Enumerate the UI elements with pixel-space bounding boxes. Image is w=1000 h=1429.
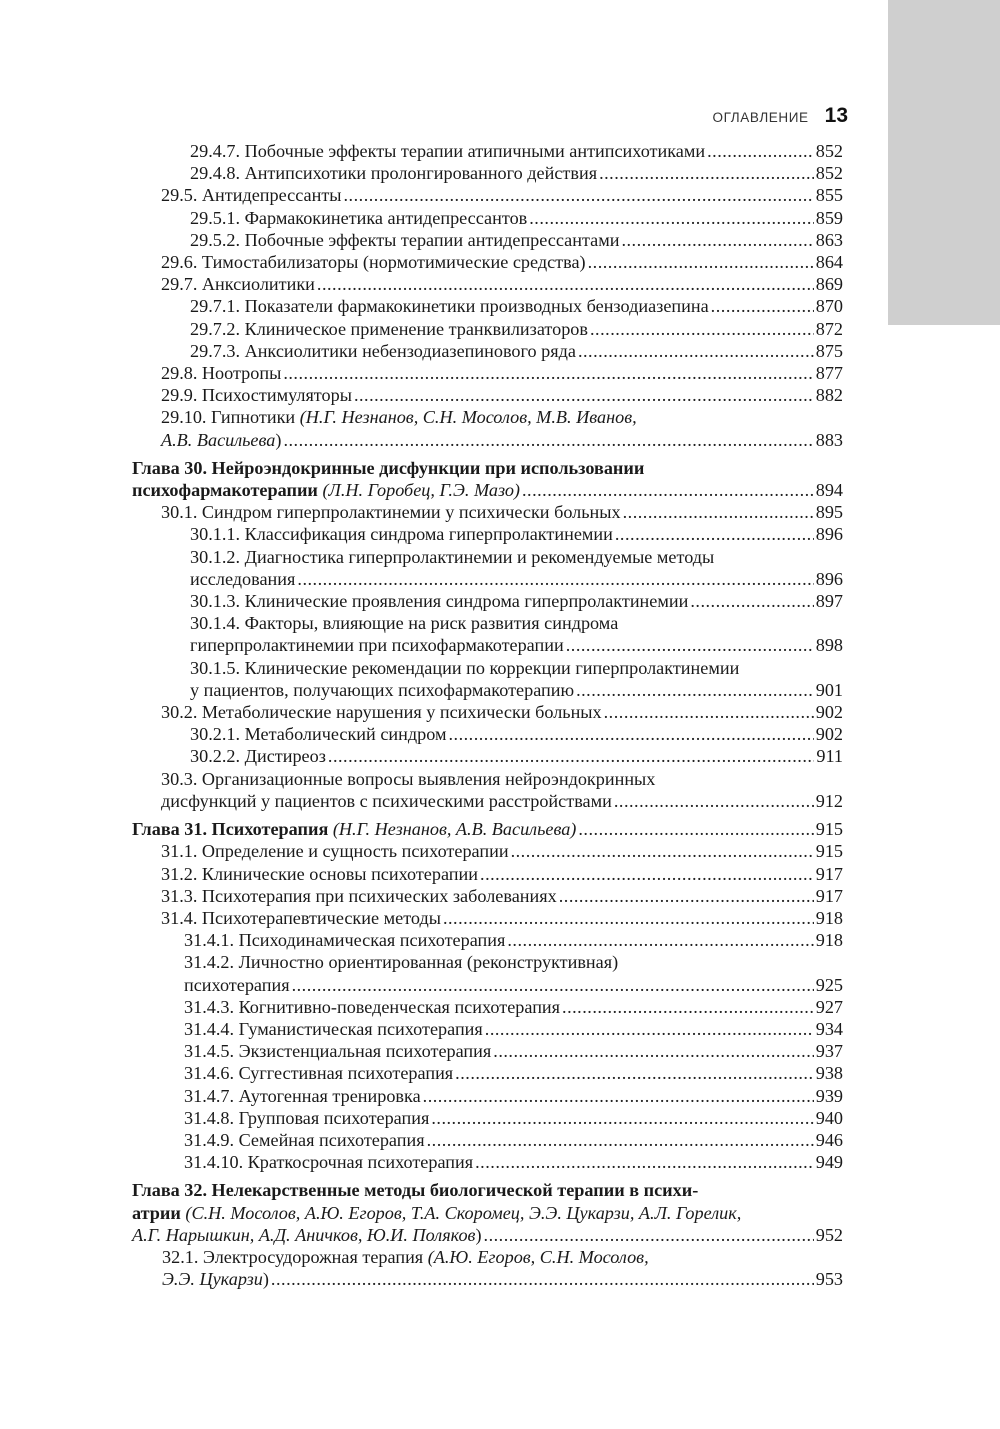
- leader-dots: [292, 974, 814, 996]
- toc-entry[interactable]: [132, 406, 843, 450]
- toc-entry-title: 29.7.3. Анксиолитики небензодиазепинового ряда: [190, 340, 576, 361]
- toc-entry[interactable]: [132, 501, 843, 523]
- leader-dots: [522, 479, 814, 501]
- toc-entry[interactable]: [132, 1085, 843, 1107]
- toc-entry-text: ): [262, 1269, 269, 1290]
- toc-entry-text: Э.Э. Цукарзи: [162, 1269, 263, 1290]
- toc-entry-title: [132, 818, 576, 840]
- toc-entry[interactable]: [132, 907, 843, 929]
- leader-dots: [578, 340, 814, 362]
- toc-entry[interactable]: [132, 273, 843, 295]
- leader-dots: [485, 1018, 814, 1040]
- toc-entry[interactable]: [132, 723, 843, 745]
- toc-page-number: 915: [815, 841, 843, 862]
- toc-page-number: 937: [815, 1041, 843, 1062]
- toc-entry-line: [190, 546, 843, 568]
- toc-entry[interactable]: [132, 1179, 843, 1246]
- toc-entry-text: (Н.Г. Незнанов, С.Н. Мосолов, М.В. Иванов,: [299, 407, 637, 428]
- toc-page-number: 902: [815, 724, 843, 745]
- toc-entry-title: 31.1. Определение и сущность психотерапии: [161, 841, 509, 862]
- toc-entry-text: (С.Н. Мосолов, А.Ю. Егоров, Т.А. Скоромец, Э.Э. Цукарзи, А.Л. Горелик,: [185, 1202, 742, 1223]
- leader-dots: [507, 929, 813, 951]
- toc-entry-text: психофармакотерапии: [132, 480, 323, 501]
- table-of-contents: [132, 140, 843, 1290]
- toc-entry[interactable]: [132, 251, 843, 273]
- toc-entry[interactable]: [132, 996, 843, 1018]
- toc-entry[interactable]: [132, 1018, 843, 1040]
- toc-page-number: 946: [815, 1129, 843, 1150]
- toc-entry-line: [161, 768, 843, 790]
- toc-entry-text: атрии: [132, 1202, 186, 1223]
- toc-page-number: 897: [815, 591, 843, 612]
- toc-entry-title: 29.7.1. Показатели фармакокинетики производных бензодиазепина: [190, 296, 709, 317]
- toc-page-number: 915: [815, 819, 843, 840]
- toc-entry-title: 31.3. Психотерапия при психических заболеваниях: [161, 885, 557, 906]
- toc-entry[interactable]: [132, 863, 843, 885]
- leader-dots: [621, 229, 813, 251]
- toc-page-number: 877: [815, 363, 843, 384]
- toc-page-number: 902: [815, 702, 843, 723]
- toc-entry[interactable]: [132, 1062, 843, 1084]
- leader-dots: [344, 184, 814, 206]
- toc-page-number: 872: [815, 318, 843, 339]
- toc-page-number: 852: [815, 163, 843, 184]
- toc-page-number: 918: [815, 907, 843, 928]
- toc-entry-text: А.В. Васильева: [161, 429, 276, 450]
- toc-entry-title: [161, 429, 281, 451]
- section-title: ОГЛАВЛЕНИЕ: [712, 110, 809, 125]
- toc-entry-text: 29.10. Гипнотики: [161, 407, 300, 428]
- toc-page-number: 940: [815, 1107, 843, 1128]
- toc-entry[interactable]: [132, 384, 843, 406]
- leader-dots: [283, 429, 813, 451]
- toc-entry[interactable]: [132, 162, 843, 184]
- page-number: 13: [824, 104, 848, 127]
- toc-page-number: 852: [815, 141, 843, 161]
- toc-page-number: 939: [815, 1085, 843, 1106]
- toc-entry[interactable]: [132, 1107, 843, 1129]
- toc-entry-title: 31.4. Психотерапевтические методы: [161, 907, 441, 928]
- leader-dots: [511, 840, 814, 862]
- toc-entry[interactable]: [132, 362, 843, 384]
- toc-entry-title: 30.2. Метаболические нарушения у психически больных: [161, 702, 602, 723]
- toc-entry-title: дисфункций у пациентов с психическими расстройствами: [161, 790, 612, 811]
- toc-entry-title: 31.4.10. Краткосрочная психотерапия: [184, 1152, 474, 1173]
- toc-entry-text: ): [475, 1224, 482, 1245]
- leader-dots: [328, 745, 814, 767]
- toc-entry-title: [132, 1224, 482, 1246]
- toc-entry-title: гиперпролактинемии при психофармакотерапии: [190, 635, 564, 656]
- toc-entry-text: (А.Ю. Егоров, С.Н. Мосолов,: [427, 1246, 649, 1267]
- leader-dots: [423, 1085, 814, 1107]
- toc-entry-title: 29.5.2. Побочные эффекты терапии антидепрессантами: [190, 229, 620, 250]
- toc-entry[interactable]: [132, 229, 843, 251]
- toc-page-number: 912: [815, 790, 843, 811]
- toc-entry-line: [184, 951, 843, 973]
- toc-page-number: 896: [815, 568, 843, 589]
- toc-entry-title: [162, 1268, 269, 1290]
- toc-entry[interactable]: [132, 140, 843, 162]
- toc-entry-text: (Л.Н. Горобец, Г.Э. Мазо): [322, 480, 520, 501]
- toc-entry[interactable]: [132, 546, 843, 590]
- toc-entry[interactable]: [132, 207, 843, 229]
- toc-entry-title: [132, 479, 520, 501]
- toc-entry[interactable]: [132, 701, 843, 723]
- running-header: [600, 104, 848, 130]
- leader-dots: [614, 790, 814, 812]
- toc-entry-text: ): [275, 429, 282, 450]
- toc-page-number: 917: [815, 863, 843, 884]
- leader-dots: [448, 723, 813, 745]
- toc-page-number: 953: [815, 1269, 843, 1290]
- toc-entry-text: А.Г. Нарышкин, А.Д. Аничков, Ю.И. Поляков: [132, 1224, 476, 1245]
- toc-entry-text: 30.3. Организационные вопросы выявления нейроэндокринных: [161, 768, 656, 789]
- chapter-tab-marker: [888, 0, 1000, 325]
- leader-dots: [493, 1040, 813, 1062]
- leader-dots: [475, 1151, 814, 1173]
- leader-dots: [431, 1107, 813, 1129]
- toc-entry-title: 31.4.1. Психодинамическая психотерапия: [184, 930, 506, 951]
- toc-entry-title: 31.4.5. Экзистенциальная психотерапия: [184, 1041, 492, 1062]
- toc-page-number: 925: [815, 974, 843, 995]
- toc-entry-title: 31.4.6. Суггестивная психотерапия: [184, 1063, 454, 1084]
- toc-page-number: 918: [815, 930, 843, 951]
- toc-entry[interactable]: [132, 768, 843, 812]
- leader-dots: [529, 207, 813, 229]
- toc-page-number: 927: [815, 996, 843, 1017]
- toc-page-number: 934: [815, 1018, 843, 1039]
- toc-entry[interactable]: [132, 340, 843, 362]
- toc-entry-title: 30.1.3. Клинические проявления синдрома гиперпролактинемии: [190, 591, 689, 612]
- toc-entry-title: 30.1.1. Классификация синдрома гиперпролактинемии: [190, 524, 613, 545]
- leader-dots: [283, 362, 813, 384]
- toc-entry-title: 29.7.2. Клиническое применение транквилизаторов: [190, 318, 588, 339]
- toc-entry-title: 29.5. Антидепрессанты: [161, 185, 342, 206]
- leader-dots: [576, 679, 814, 701]
- leader-dots: [354, 384, 814, 406]
- toc-entry-text: (Н.Г. Незнанов, А.В. Васильева): [332, 819, 577, 840]
- toc-page-number: 875: [815, 340, 843, 361]
- toc-entry[interactable]: [132, 840, 843, 862]
- leader-dots: [566, 634, 814, 656]
- toc-entry-title: 29.8. Ноотропы: [161, 363, 282, 384]
- toc-entry-line: [162, 1246, 843, 1268]
- toc-page-number: 894: [815, 480, 843, 501]
- toc-entry-line: [161, 406, 843, 428]
- toc-entry[interactable]: [132, 1246, 843, 1290]
- toc-entry-title: 30.2.2. Дистиреоз: [190, 746, 326, 767]
- toc-entry[interactable]: [132, 1129, 843, 1151]
- toc-entry[interactable]: [132, 523, 843, 545]
- leader-dots: [588, 251, 814, 273]
- toc-entry[interactable]: [132, 657, 843, 701]
- toc-entry-title: 31.4.9. Семейная психотерапия: [184, 1129, 425, 1150]
- leader-dots: [480, 863, 814, 885]
- leader-dots: [297, 568, 813, 590]
- toc-entry-title: 31.4.8. Групповая психотерапия: [184, 1107, 430, 1128]
- toc-entry-line: [132, 1179, 843, 1201]
- toc-entry-text: Глава 31. Психотерапия: [132, 819, 333, 840]
- toc-entry[interactable]: [132, 612, 843, 656]
- toc-entry-text: 30.1.4. Факторы, влияющие на риск развития синдрома: [190, 613, 619, 634]
- toc-entry[interactable]: [132, 885, 843, 907]
- leader-dots: [615, 523, 814, 545]
- leader-dots: [271, 1268, 814, 1290]
- toc-entry[interactable]: [132, 951, 843, 995]
- toc-page-number: 938: [815, 1063, 843, 1084]
- toc-page-number: 870: [815, 296, 843, 317]
- toc-page-number: 911: [816, 746, 843, 767]
- toc-entry-title: 30.1. Синдром гиперпролактинемии у психически больных: [161, 502, 621, 523]
- toc-entry-line: [190, 612, 843, 634]
- toc-entry-title: 29.5.1. Фармакокинетика антидепрессантов: [190, 207, 528, 228]
- toc-entry-text: 30.1.5. Клинические рекомендации по коррекции гиперпролактинемии: [190, 657, 740, 678]
- leader-dots: [443, 907, 814, 929]
- toc-entry-text: 32.1. Электросудорожная терапия: [162, 1246, 428, 1267]
- toc-page-number: 864: [815, 252, 843, 273]
- toc-entry-title: психотерапия: [184, 974, 290, 995]
- toc-entry[interactable]: [132, 457, 843, 501]
- toc-entry[interactable]: [132, 184, 843, 206]
- leader-dots: [578, 818, 813, 840]
- leader-dots: [484, 1224, 814, 1246]
- toc-entry-title: 29.4.8. Антипсихотики пролонгированного действия: [190, 163, 598, 184]
- toc-entry-title: 31.2. Клинические основы психотерапии: [161, 863, 479, 884]
- leader-dots: [623, 501, 814, 523]
- toc-page-number: 949: [815, 1152, 843, 1173]
- toc-entry[interactable]: [132, 818, 843, 840]
- toc-entry-text: Глава 30. Нейроэндокринные дисфункции при использовании: [132, 457, 645, 478]
- toc-entry-title: 31.4.3. Когнитивно-поведенческая психотерапия: [184, 996, 561, 1017]
- toc-entry[interactable]: [132, 929, 843, 951]
- toc-page-number: 855: [815, 185, 843, 206]
- toc-page-number: 869: [815, 274, 843, 295]
- leader-dots: [599, 162, 814, 184]
- toc-entry[interactable]: [132, 745, 843, 767]
- toc-page-number: 952: [815, 1224, 843, 1245]
- toc-entry-text: 31.4.2. Личностно ориентированная (реконструктивная): [184, 952, 619, 973]
- toc-page-number: 895: [815, 502, 843, 523]
- toc-page-number: 898: [815, 635, 843, 656]
- toc-entry-title: у пациентов, получающих психофармакотерапию: [190, 679, 575, 700]
- leader-dots: [590, 318, 814, 340]
- toc-page-number: 883: [815, 429, 843, 450]
- toc-entry-text: 30.1.2. Диагностика гиперпролактинемии и рекомендуемые методы: [190, 546, 715, 567]
- toc-entry-line: [132, 457, 843, 479]
- toc-entry[interactable]: [132, 590, 843, 612]
- toc-page-number: 863: [815, 229, 843, 250]
- toc-entry-title: 31.4.7. Аутогенная тренировка: [184, 1085, 421, 1106]
- toc-entry[interactable]: [132, 318, 843, 340]
- leader-dots: [707, 140, 814, 162]
- toc-entry-title: 30.2.1. Метаболический синдром: [190, 724, 447, 745]
- toc-entry[interactable]: [132, 1040, 843, 1062]
- toc-entry[interactable]: [132, 295, 843, 317]
- leader-dots: [604, 701, 814, 723]
- toc-page-number: 917: [815, 885, 843, 906]
- leader-dots: [455, 1062, 814, 1084]
- toc-entry-title: 31.4.4. Гуманистическая психотерапия: [184, 1018, 483, 1039]
- toc-entry-text: Глава 32. Нелекарственные методы биологической терапии в психи-: [132, 1180, 699, 1201]
- toc-entry-title: 29.6. Тимостабилизаторы (нормотимические средства): [161, 252, 586, 273]
- leader-dots: [690, 590, 813, 612]
- toc-entry-title: 29.9. Психостимуляторы: [161, 385, 352, 406]
- toc-entry[interactable]: [132, 1151, 843, 1173]
- toc-entry-title: 29.4.7. Побочные эффекты терапии атипичными антипсихотиками: [190, 141, 706, 161]
- toc-page-number: 882: [815, 385, 843, 406]
- toc-page-number: 901: [815, 679, 843, 700]
- toc-entry-line: [190, 657, 843, 679]
- leader-dots: [317, 273, 814, 295]
- toc-entry-title: 29.7. Анксиолитики: [161, 274, 315, 295]
- toc-page-number: 896: [815, 524, 843, 545]
- leader-dots: [427, 1129, 814, 1151]
- toc-entry-line: [132, 1202, 843, 1224]
- leader-dots: [711, 295, 814, 317]
- toc-entry-title: исследования: [190, 568, 296, 589]
- leader-dots: [559, 885, 814, 907]
- leader-dots: [562, 996, 814, 1018]
- toc-page-number: 859: [815, 207, 843, 228]
